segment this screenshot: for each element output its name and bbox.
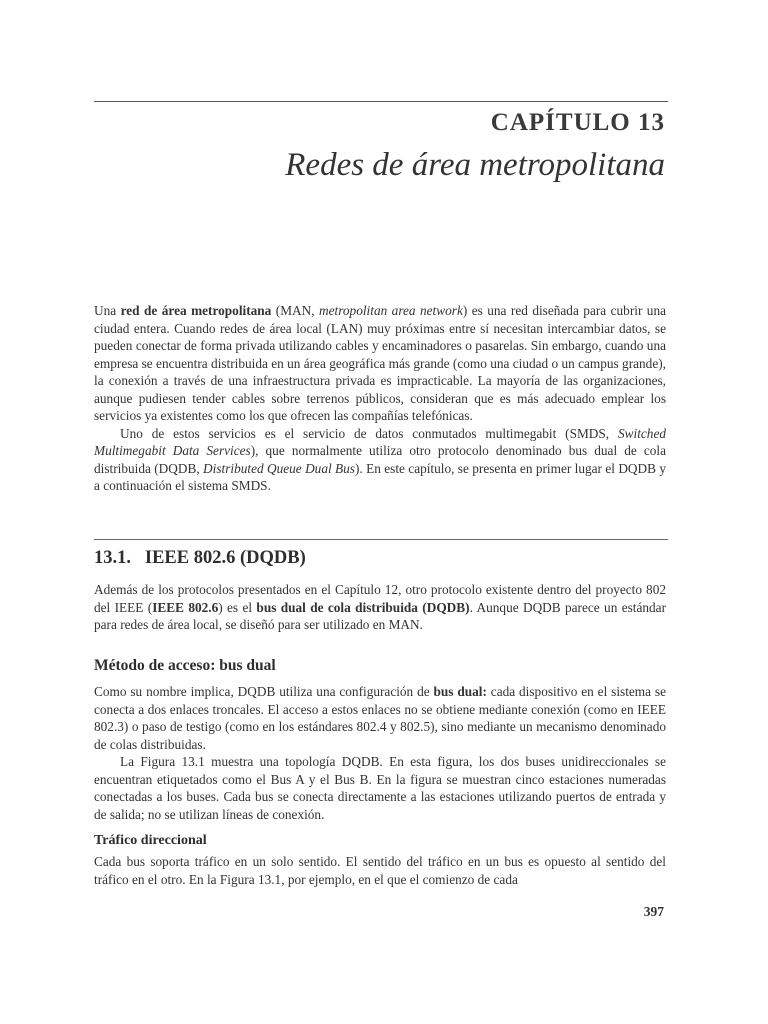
section-number: 13.1. xyxy=(94,548,131,568)
section-heading xyxy=(94,548,306,569)
term-man: red de área metropolitana xyxy=(120,303,272,318)
subsubsection-paragraph: Cada bus soporta tráfico en un solo sentido. El sentido del tráfico en un bus es opuesto al sentido del tráfico en el otro. En la Figura 13.1, por ejemplo, en el que el comienzo de cada xyxy=(94,854,666,887)
page-number: 397 xyxy=(643,904,664,919)
subsection-paragraph: Como su nombre implica, DQDB utiliza una configuración de bus dual: cada dispositivo en el sistema se conecta a dos enlaces troncales. El acceso a estos enlaces no se obtiene mediante conexión (como en IEEE 802.3) o paso de testigo (como en los estándares 802.4 y 802.5), sino mediante un mecanismo denominado de colas distribuidas. xyxy=(94,684,666,752)
chapter-title: Redes de área metropolitana xyxy=(285,147,665,183)
term-dqdb: bus dual de cola distribuida (DQDB) xyxy=(256,599,470,615)
subsection-paragraph: La Figura 13.1 muestra una topología DQDB. En esta figura, los dos buses unidireccionales se encuentran etiquetados como el Bus A y el Bus B. En la figura se muestran cinco estaciones numeradas conectadas a los buses. Cada bus se conecta directamente a las estaciones utilizando puertos de entrada y de salida; no se utilizan líneas de conexión. xyxy=(94,754,666,822)
term-ieee-802-6: IEEE 802.6 xyxy=(152,599,219,615)
intro-text xyxy=(94,302,666,495)
intro-paragraph: Uno de estos servicios es el servicio de datos conmutados multimegabit (SMDS, Switched Multimegabit Data Services), que normalmente utiliza otro protocolo denominado bus dual de cola distribuida (DQDB, Distributed Queue Dual Bus). En este capítulo, se presenta en primer lugar el DQDB y a continuación el sistema SMDS. xyxy=(94,425,667,493)
header-rule xyxy=(94,101,668,102)
section-text xyxy=(94,581,666,634)
term-dual-bus: bus dual: xyxy=(433,684,487,699)
subsubsection-text xyxy=(94,853,666,888)
subsubsection-heading: Tráfico direccional xyxy=(94,833,207,848)
term-man-english: metropolitan area network xyxy=(319,303,463,318)
section-paragraph: Además de los protocolos presentados en el Capítulo 12, otro protocolo existente dentro del proyecto 802 del IEEE (IEEE 802.6) es el bus dual de cola distribuida (DQDB). Aunque DQDB parece un estándar para redes de área local, se diseñó para ser utilizado en MAN. xyxy=(94,582,666,632)
intro-paragraph: Una red de área metropolitana (MAN, metropolitan area network) es una red diseñada para cubrir una ciudad entera. Cuando redes de área local (LAN) muy próximas entre sí necesitan intercambiar datos, se pueden conectar de forma privada utilizando cables y encaminadores o pasarelas. Sin embargo, cuando una empresa se encuentra distribuida en un área geográfica más grande (como una ciudad o un campus grande), la conexión a través de una infraestructura privada es impracticable. La mayoría de las organizaciones, aunque pudiesen tender cables sobre terrenos públicos, consideran que es más adecuado emplear los servicios ya existentes como los que ofrecen las compañías telefónicas. xyxy=(94,303,667,423)
subsection-heading: Método de acceso: bus dual xyxy=(94,657,276,674)
term-dqdb-english: Distributed Queue Dual Bus xyxy=(203,460,355,476)
subsection-text xyxy=(94,683,666,823)
chapter-label: CAPÍTULO 13 xyxy=(490,109,665,136)
section-title: IEEE 802.6 (DQDB) xyxy=(144,548,306,568)
section-rule xyxy=(94,539,668,540)
term-smds-english: Switched Multimegabit Data Services xyxy=(94,425,666,458)
